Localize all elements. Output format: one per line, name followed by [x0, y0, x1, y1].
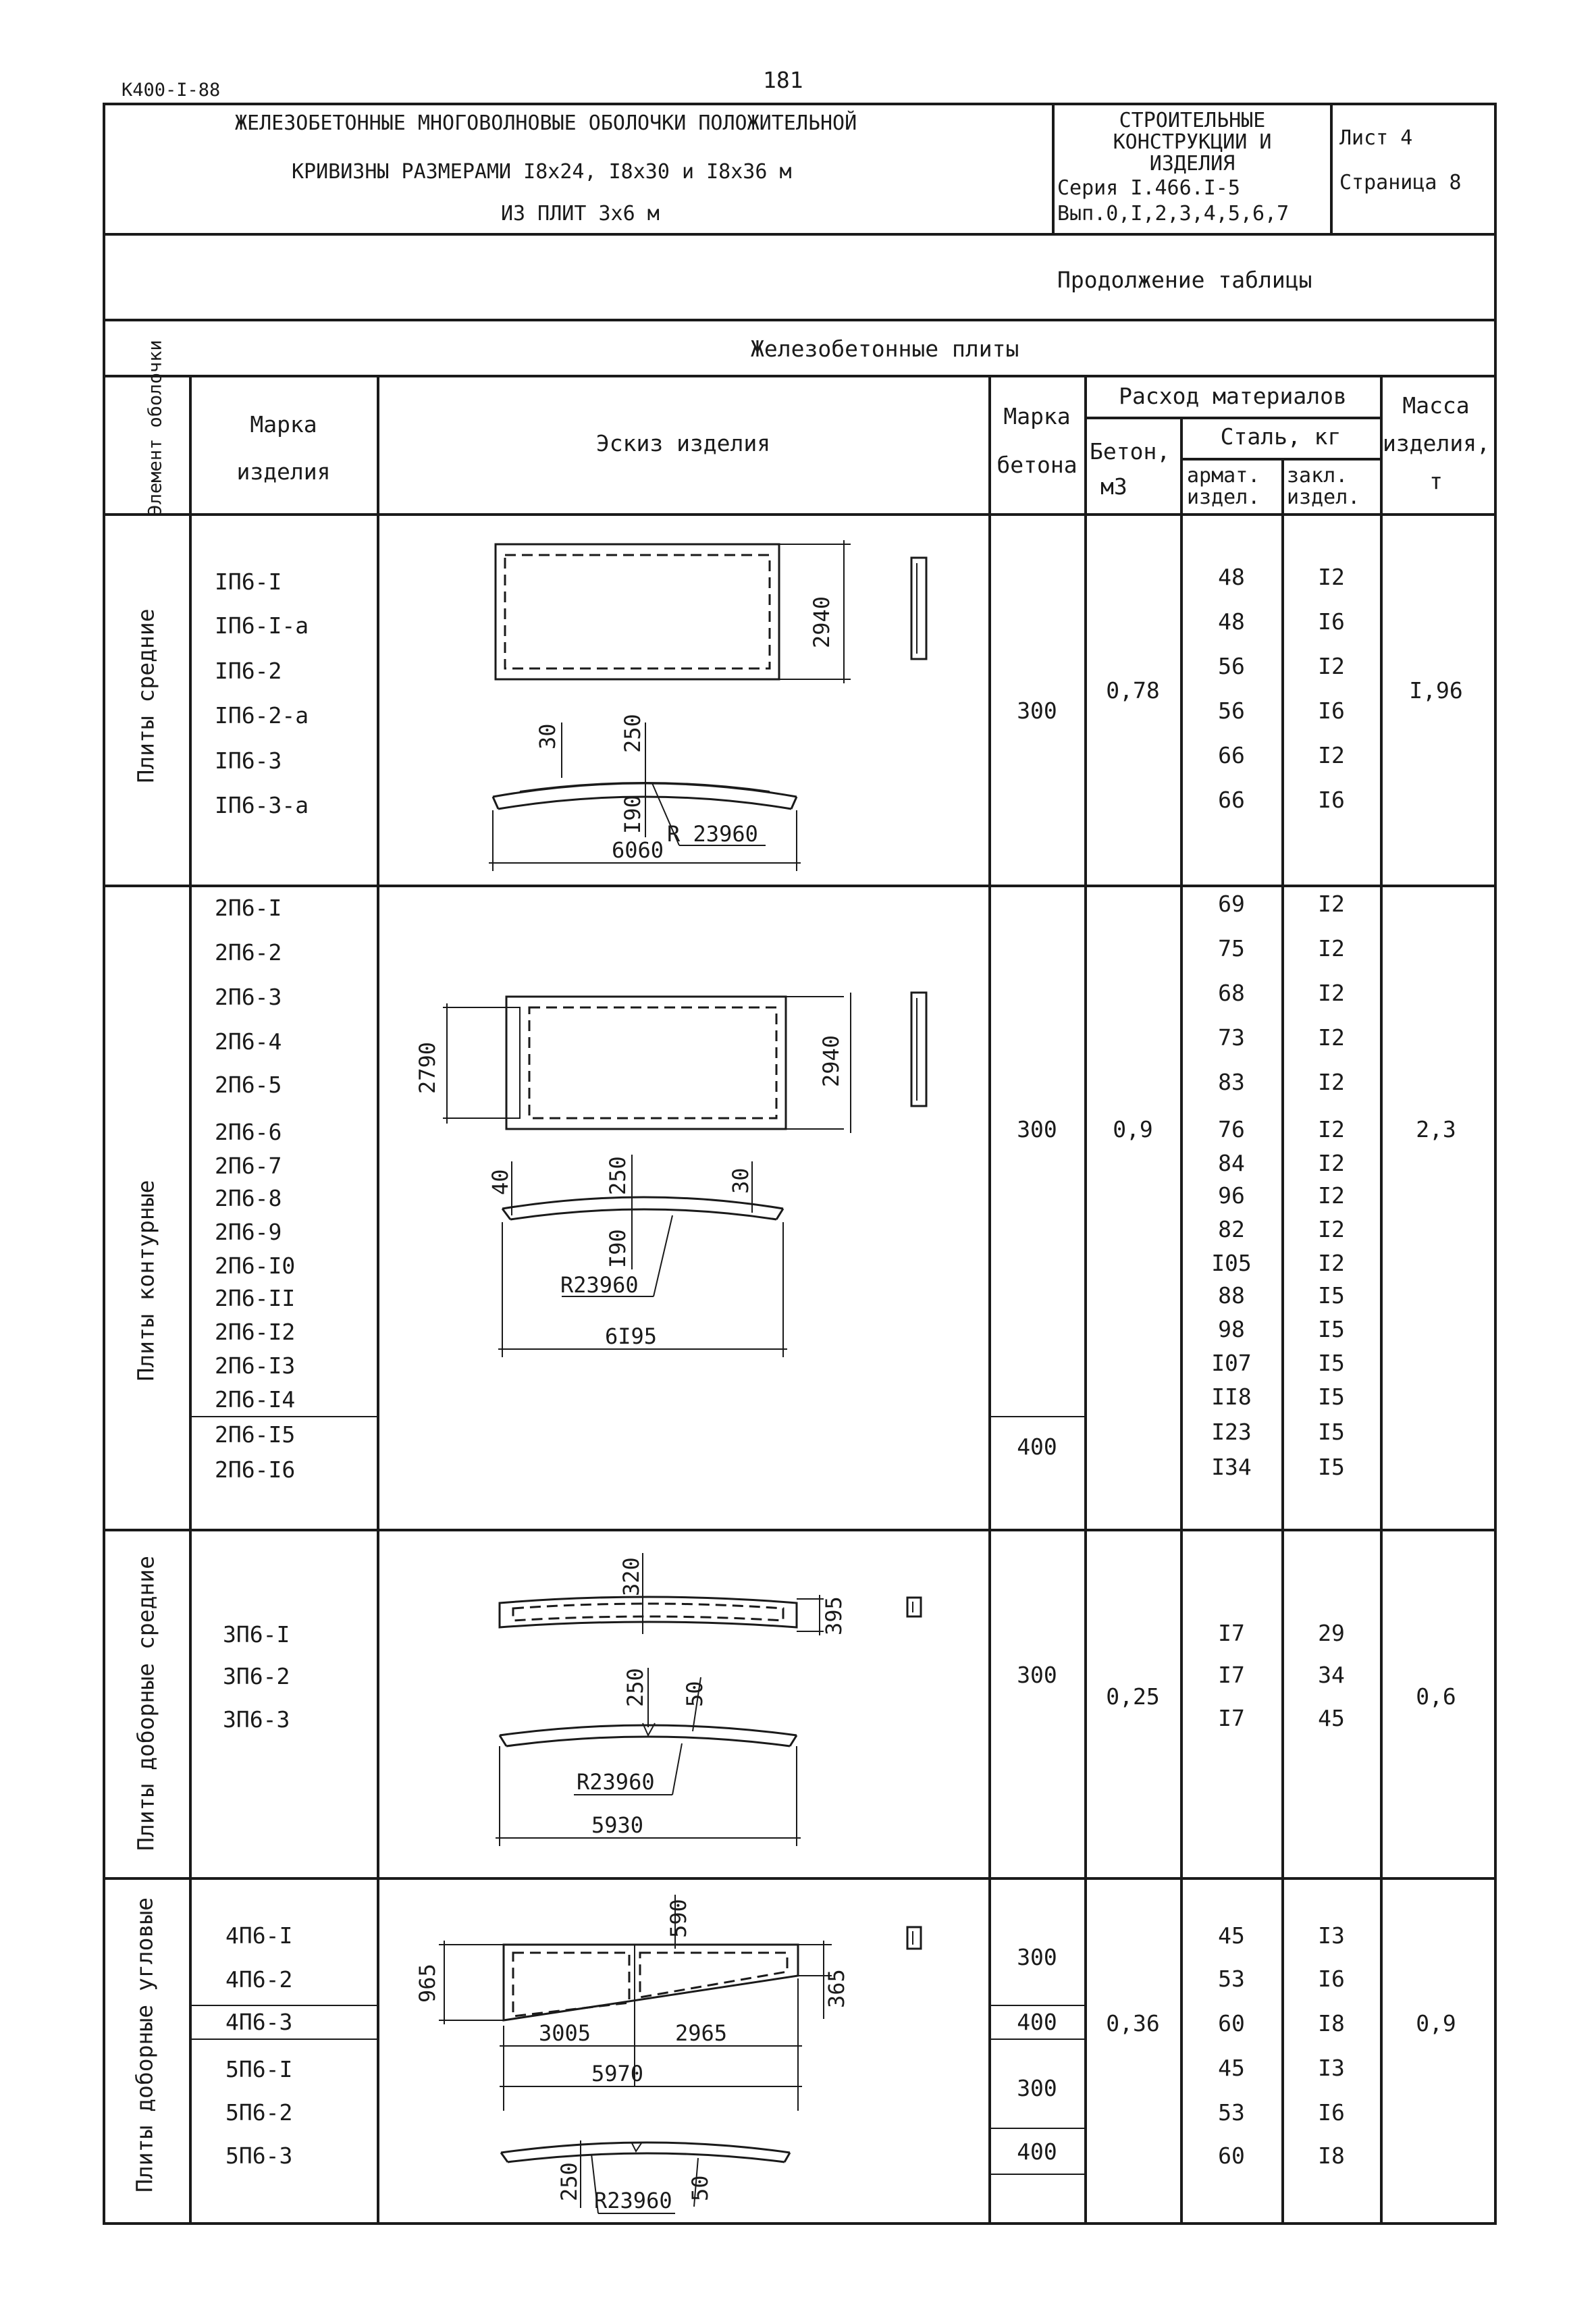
rule-header-bottom — [103, 513, 1494, 516]
sheet-label: Лист 4 — [1339, 126, 1413, 150]
group-mass: I,96 — [1409, 677, 1463, 704]
group-rebar: I07 — [1211, 1350, 1252, 1376]
group-embedded: I3 — [1318, 2055, 1345, 2081]
rule-title-v2 — [1330, 103, 1333, 234]
group-embedded: I2 — [1318, 935, 1345, 962]
group-mark: 3П6-I — [223, 1621, 290, 1648]
col-line-7 — [1380, 376, 1383, 2222]
group-mark: 2П6-5 — [215, 1072, 282, 1098]
group-mark: 4П6-3 — [225, 2009, 293, 2035]
sketch-dim: R 23960 — [667, 821, 758, 847]
group-mark: 2П6-I4 — [215, 1386, 296, 1413]
group-embedded: I2 — [1318, 1250, 1345, 1276]
group-embedded: I2 — [1318, 1182, 1345, 1209]
header-grade-2: бетона — [996, 452, 1078, 478]
group-embedded: I5 — [1318, 1419, 1345, 1445]
group-embedded: I6 — [1318, 787, 1345, 813]
group-grade: 400 — [1017, 2009, 1057, 2035]
sketch-dim: 5970 — [591, 2061, 644, 2086]
rule-group-2 — [103, 1529, 1494, 1531]
sketch-dim: 30 — [535, 723, 560, 750]
sketch-dim: 250 — [556, 2162, 582, 2201]
series-issues: Вып.0,I,2,3,4,5,6,7 — [1057, 202, 1289, 226]
group-mark: 2П6-7 — [215, 1153, 282, 1179]
col-line-6 — [1281, 459, 1284, 2222]
sketch-dim: 40 — [487, 1169, 513, 1195]
group-embedded: I2 — [1318, 564, 1345, 590]
sketch-dim: 3005 — [539, 2020, 591, 2046]
group-mark: IП6-2-а — [215, 702, 309, 729]
series-line-2: КОНСТРУКЦИИ И — [1113, 130, 1272, 154]
group-embedded: I6 — [1318, 698, 1345, 724]
header-concrete-2: м3 — [1100, 473, 1127, 500]
group-mark: 5П6-I — [225, 2056, 293, 2082]
group-rebar: 53 — [1218, 1966, 1245, 1992]
group-mark: IП6-3-а — [215, 792, 309, 818]
section-title: Железобетонные плиты — [751, 336, 1019, 362]
group-mark: IП6-I — [215, 569, 282, 595]
sketch-dim: 2940 — [818, 1034, 844, 1087]
group-embedded: I2 — [1318, 891, 1345, 917]
group-rebar: I7 — [1218, 1620, 1245, 1646]
rule-materials-bottom — [1084, 417, 1381, 419]
group-embedded: I2 — [1318, 1150, 1345, 1176]
col-line-3 — [988, 376, 991, 2222]
rule-grade-split — [190, 1416, 378, 1417]
header-sketch: Эскиз изделия — [595, 430, 771, 456]
group-rebar: II8 — [1211, 1384, 1252, 1410]
header-mass-2: изделия, — [1383, 430, 1490, 456]
group-mark: 2П6-4 — [215, 1028, 282, 1055]
group-rebar: 56 — [1218, 698, 1245, 724]
header-rebar-2: издел. — [1187, 485, 1260, 509]
sketch-dim: 50 — [687, 2175, 713, 2201]
group-concrete: 0,78 — [1106, 677, 1160, 704]
group-embedded: I6 — [1318, 608, 1345, 635]
header-mass-1: Масса — [1402, 392, 1470, 419]
group-mark: 5П6-2 — [225, 2099, 293, 2126]
sketch-dim: 250 — [622, 1668, 648, 1707]
rule-grade-split — [990, 1416, 1086, 1417]
group-mark: 2П6-I2 — [215, 1319, 296, 1345]
group-embedded: 45 — [1318, 1705, 1345, 1731]
group-grade: 300 — [1017, 2075, 1057, 2101]
group-embedded: I2 — [1318, 1216, 1345, 1242]
sketch-dim: 250 — [605, 1156, 631, 1195]
group-rebar: 48 — [1218, 608, 1245, 635]
group-mass: 0,6 — [1416, 1683, 1456, 1710]
rule-grade-split — [990, 2005, 1086, 2006]
header-mass-3: т — [1429, 468, 1443, 494]
group-mark: IП6-2 — [215, 658, 282, 684]
col-line-1 — [189, 376, 192, 2222]
sketch-dim: R23960 — [577, 1769, 655, 1795]
sketch-dim: 6060 — [612, 837, 664, 863]
sketch-dim: 250 — [620, 714, 645, 753]
header-embedded-2: издел. — [1287, 485, 1360, 509]
header-steel: Сталь, кг — [1220, 423, 1341, 450]
group-embedded: 29 — [1318, 1620, 1345, 1646]
group-rebar: I05 — [1211, 1250, 1252, 1276]
sketch-dim: 320 — [618, 1557, 644, 1596]
group-embedded: I5 — [1318, 1350, 1345, 1376]
sketch-dim: R23960 — [560, 1272, 639, 1298]
group-rebar: 68 — [1218, 980, 1245, 1006]
sketch-plate-filler-corner — [378, 1884, 988, 2221]
group-embedded: I5 — [1318, 1316, 1345, 1342]
sketch-dim: 50 — [682, 1681, 708, 1707]
group-mark: 2П6-6 — [215, 1119, 282, 1145]
header-rebar-1: армат. — [1187, 464, 1260, 488]
group-rebar: 69 — [1218, 891, 1245, 917]
series-line-3: ИЗДЕЛИЯ — [1149, 152, 1235, 176]
sketch-dim: I90 — [605, 1229, 631, 1268]
group-rebar: I34 — [1211, 1454, 1252, 1480]
group-element-label: Плиты средние — [132, 608, 159, 783]
sketch-dim: 30 — [728, 1167, 753, 1194]
group-mass: 0,9 — [1416, 2010, 1456, 2036]
group-grade: 300 — [1017, 1116, 1057, 1142]
group-mark: 2П6-3 — [215, 984, 282, 1010]
rule-grade-split — [190, 2005, 378, 2006]
group-mark: 4П6-2 — [225, 1966, 293, 1993]
group-rebar: 53 — [1218, 2099, 1245, 2126]
group-embedded: I5 — [1318, 1454, 1345, 1480]
group-mark: 5П6-3 — [225, 2142, 293, 2169]
header-materials: Расход материалов — [1119, 383, 1347, 409]
group-element-label: Плиты доборные угловые — [131, 1897, 158, 2193]
group-rebar: 45 — [1218, 1922, 1245, 1949]
page-label: Страница 8 — [1339, 171, 1462, 194]
group-concrete: 0,36 — [1106, 2010, 1160, 2036]
series-number: Серия I.466.I-5 — [1057, 176, 1240, 200]
header-mark-1: Марка — [250, 411, 317, 438]
group-rebar: 82 — [1218, 1216, 1245, 1242]
rule-grade-split — [990, 2128, 1086, 2129]
group-mark: 2П6-I6 — [215, 1456, 296, 1483]
group-mark: 2П6-I — [215, 895, 282, 921]
sketch-dim: 6I95 — [605, 1323, 658, 1349]
sketch-plate-middle — [378, 520, 988, 885]
series-line-1: СТРОИТЕЛЬНЫЕ — [1119, 109, 1266, 132]
group-embedded: I5 — [1318, 1384, 1345, 1410]
group-embedded: I8 — [1318, 2142, 1345, 2169]
group-rebar: 66 — [1218, 742, 1245, 768]
sketch-dim: 2965 — [675, 2020, 728, 2046]
sketch-dim: 5930 — [591, 1812, 644, 1838]
group-grade: 300 — [1017, 698, 1057, 724]
group-grade: 400 — [1017, 2138, 1057, 2165]
group-mark: 2П6-9 — [215, 1219, 282, 1245]
group-mark: 2П6-8 — [215, 1185, 282, 1211]
group-rebar: 98 — [1218, 1316, 1245, 1342]
sketch-plate-filler-middle — [378, 1533, 988, 1870]
sketch-dim: I90 — [620, 795, 645, 834]
title-line-1: ЖЕЛЕЗОБЕТОННЫЕ МНОГОВОЛНОВЫЕ ОБОЛОЧКИ ПОЛОЖИТЕЛЬНОЙ — [235, 111, 857, 135]
rule-grade-split — [190, 2039, 378, 2040]
sketch-dim: 590 — [666, 1899, 691, 1938]
rule-section-bottom — [103, 375, 1494, 377]
group-mark: 2П6-I5 — [215, 1421, 296, 1448]
group-embedded: I6 — [1318, 1966, 1345, 1992]
title-line-3: ИЗ ПЛИТ 3x6 м — [501, 202, 660, 226]
group-rebar: 75 — [1218, 935, 1245, 962]
sketch-plate-contour — [378, 959, 988, 1377]
continuation-label: Продолжение таблицы — [1057, 267, 1312, 293]
rule-group-3 — [103, 1877, 1494, 1880]
group-embedded: I2 — [1318, 1069, 1345, 1095]
group-mark: 2П6-I0 — [215, 1253, 296, 1279]
group-embedded: I8 — [1318, 2010, 1345, 2036]
group-rebar: 83 — [1218, 1069, 1245, 1095]
group-rebar: I23 — [1211, 1419, 1252, 1445]
doc-code: К400-I-88 — [122, 80, 221, 101]
rule-continuation-bottom — [103, 319, 1494, 321]
header-mark-2: изделия — [236, 458, 331, 485]
group-mark: IП6-I-а — [215, 612, 309, 639]
sketch-dim: 395 — [821, 1596, 847, 1635]
group-mark: 3П6-2 — [223, 1663, 290, 1689]
group-concrete: 0,25 — [1106, 1683, 1160, 1710]
group-embedded: I5 — [1318, 1282, 1345, 1309]
header-concrete-1: Бетон, — [1090, 438, 1171, 465]
rule-grade-split — [990, 2174, 1086, 2175]
group-mark: 2П6-2 — [215, 939, 282, 966]
rule-title-bottom — [103, 233, 1494, 236]
group-element-label: Плиты контурные — [132, 1180, 159, 1382]
group-embedded: I2 — [1318, 653, 1345, 679]
group-mark: 2П6-II — [215, 1285, 296, 1311]
sketch-dim: R23960 — [594, 2188, 672, 2213]
group-rebar: 60 — [1218, 2142, 1245, 2169]
group-element-label: Плиты доборные средние — [132, 1555, 159, 1851]
group-rebar: 56 — [1218, 653, 1245, 679]
group-concrete: 0,9 — [1113, 1116, 1153, 1142]
group-mark: 2П6-I3 — [215, 1352, 296, 1379]
group-rebar: 88 — [1218, 1282, 1245, 1309]
group-mark: 3П6-3 — [223, 1706, 290, 1733]
group-rebar: 45 — [1218, 2055, 1245, 2081]
group-mark: IП6-3 — [215, 747, 282, 774]
group-grade: 400 — [1017, 1434, 1057, 1460]
group-embedded: I2 — [1318, 1024, 1345, 1051]
header-element: Элемент оболочки — [144, 340, 166, 516]
group-grade: 300 — [1017, 1944, 1057, 1970]
title-line-2: КРИВИЗНЫ РАЗМЕРАМИ I8x24, I8x30 и I8x36 м — [292, 160, 792, 184]
group-rebar: 96 — [1218, 1182, 1245, 1209]
sketch-dim: 2790 — [415, 1041, 440, 1094]
group-embedded: 34 — [1318, 1662, 1345, 1688]
sketch-dim: 2940 — [809, 596, 834, 648]
group-embedded: I2 — [1318, 742, 1345, 768]
rule-steel-bottom — [1180, 458, 1381, 461]
group-rebar: 66 — [1218, 787, 1245, 813]
col-line-4 — [1084, 376, 1087, 2222]
sketch-dim: 965 — [415, 1964, 440, 2003]
group-rebar: 73 — [1218, 1024, 1245, 1051]
group-rebar: 60 — [1218, 2010, 1245, 2036]
group-embedded: I2 — [1318, 1116, 1345, 1142]
sketch-dim: 365 — [824, 1969, 849, 2008]
group-rebar: I7 — [1218, 1662, 1245, 1688]
rule-grade-split — [990, 2039, 1086, 2040]
group-mass: 2,3 — [1416, 1116, 1456, 1142]
group-embedded: I3 — [1318, 1922, 1345, 1949]
group-embedded: I6 — [1318, 2099, 1345, 2126]
group-rebar: 84 — [1218, 1150, 1245, 1176]
group-rebar: 76 — [1218, 1116, 1245, 1142]
group-rebar: I7 — [1218, 1705, 1245, 1731]
header-grade-1: Марка — [1003, 403, 1071, 429]
group-grade: 300 — [1017, 1662, 1057, 1688]
group-mark: 4П6-I — [225, 1922, 293, 1949]
rule-group-1 — [103, 885, 1494, 887]
group-rebar: 48 — [1218, 564, 1245, 590]
group-embedded: I2 — [1318, 980, 1345, 1006]
header-embedded-1: закл. — [1287, 464, 1348, 488]
page-number: 181 — [763, 67, 803, 93]
